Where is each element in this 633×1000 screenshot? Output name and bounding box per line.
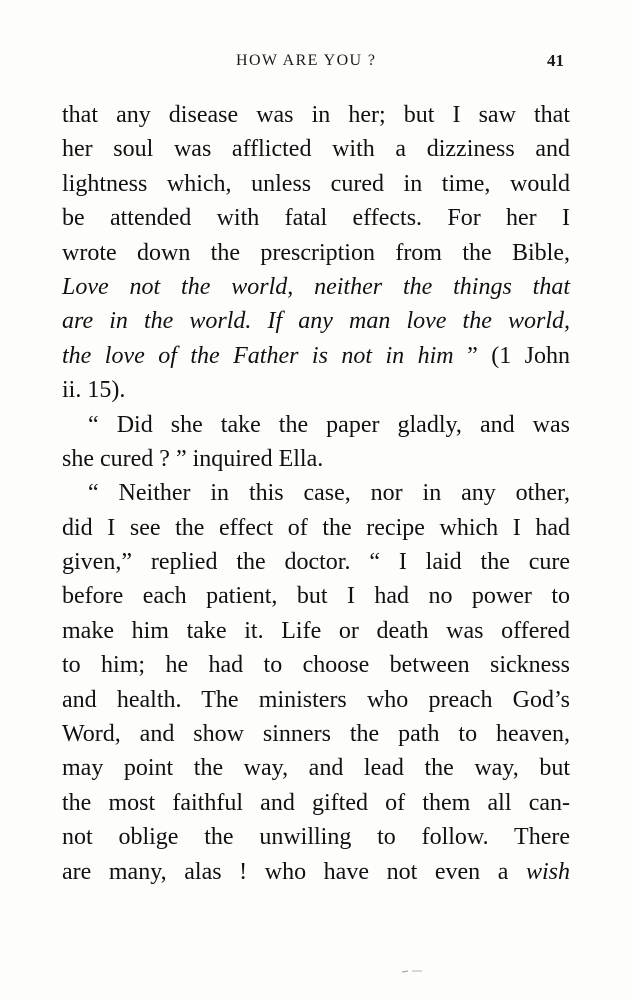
text-line: before each patient, but I had no power to <box>62 583 570 610</box>
text-line: be attended with fatal effects. For her I <box>62 205 570 232</box>
running-title: HOW ARE YOU ? <box>236 52 377 69</box>
scripture-quote-line: Love not the world, neither the things that <box>62 273 570 300</box>
paper-speck-marks <box>400 968 440 974</box>
text-line: did I see the effect of the recipe which I had <box>62 514 570 541</box>
text-line: her soul was afflicted with a dizziness and <box>62 136 570 163</box>
text-line: may point the way, and lead the way, but <box>62 755 570 782</box>
scripture-quote-line: are in the world. If any man love the world, <box>62 308 570 335</box>
text-line <box>62 855 570 889</box>
text-fragment: are many, alas ! who have not even a <box>62 858 526 885</box>
text-line: Word, and show sinners the path to heaven, <box>62 721 570 748</box>
text-line: lightness which, unless cured in time, would <box>62 170 570 197</box>
text-line: and health. The ministers who preach God’s <box>62 686 570 713</box>
text-line: wrote down the prescription from the Bible, <box>62 239 570 266</box>
body-text <box>62 98 570 889</box>
text-line <box>62 339 570 373</box>
running-head <box>0 52 633 76</box>
text-line: given,” replied the doctor. “ I laid the cure <box>62 549 570 576</box>
emphasis-word: wish <box>525 858 570 885</box>
text-line: make him take it. Life or death was offered <box>62 617 570 644</box>
scripture-quote-fragment: the love of the Father is not in him <box>62 342 454 369</box>
text-line: to him; he had to choose between sickness <box>62 652 570 679</box>
text-line: the most faithful and gifted of them all can- <box>62 789 570 816</box>
text-line: that any disease was in her; but I saw that <box>62 102 570 128</box>
text-line: “ Neither in this case, nor in any other, <box>88 480 570 507</box>
text-line: “ Did she take the paper gladly, and was <box>88 411 570 438</box>
page-number: 41 <box>547 51 564 70</box>
scripture-citation: ” (1 John <box>453 342 571 369</box>
text-line: not oblige the unwilling to follow. There <box>62 824 570 851</box>
text-line: she cured ? ” inquired Ella. <box>62 445 324 472</box>
text-line: ii. 15). <box>62 377 126 404</box>
